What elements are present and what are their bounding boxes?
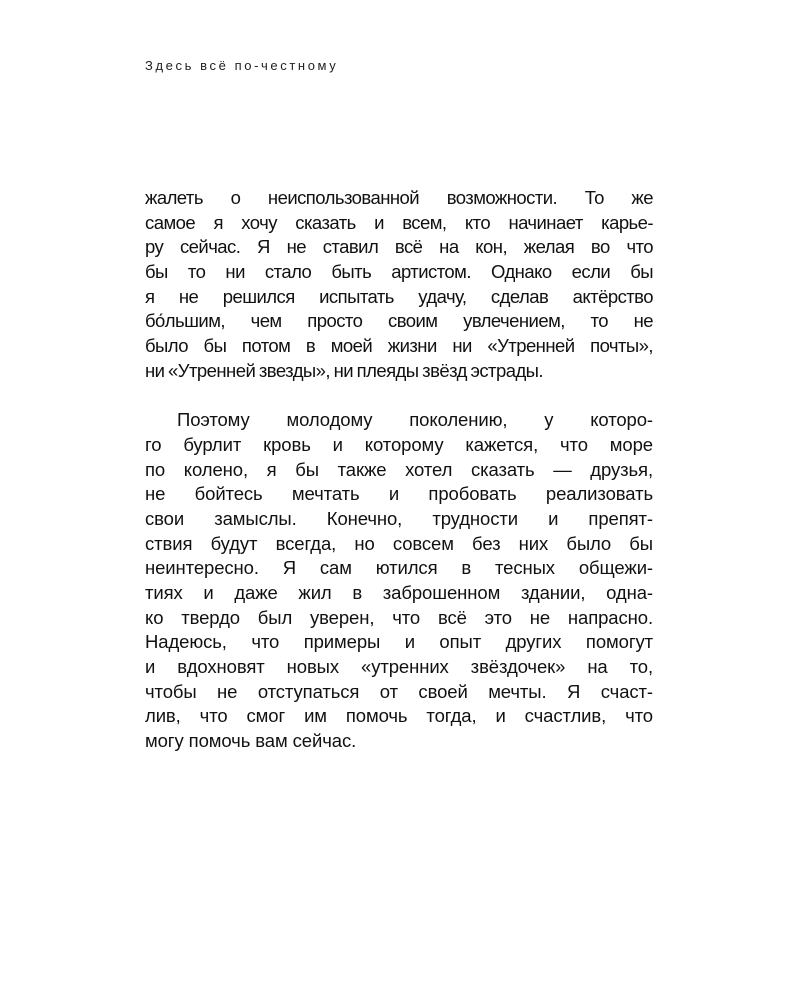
paragraph bbox=[145, 186, 653, 384]
text-line: го бурлит кровь и которому кажется, что море bbox=[145, 433, 653, 455]
text-line: неинтересно. Я сам ютился в тесных общежи- bbox=[145, 557, 653, 579]
running-header: Здесь всё по-честному bbox=[145, 58, 339, 73]
text-line: ко твердо был уверен, что всё это не напрасно. bbox=[145, 606, 653, 628]
text-line: не бойтесь мечтать и пробовать реализовать bbox=[145, 483, 653, 505]
text-line: Поэтому молодому поколению, у которо- bbox=[177, 409, 653, 431]
text-line: тиях и даже жил в заброшенном здании, одна- bbox=[145, 582, 653, 603]
text-line: чтобы не отступаться от своей мечты. Я счаст- bbox=[145, 680, 653, 702]
text-line: было бы потом в моей жизни ни «Утренней почты», bbox=[145, 335, 653, 357]
text-line: самое я хочу сказать и всем, кто начинает карье- bbox=[145, 211, 653, 233]
text-line: могу помочь вам сейчас. bbox=[145, 730, 357, 752]
paragraph bbox=[145, 408, 653, 754]
text-line: ни «Утренней звезды», ни плеяды звёзд эстрады. bbox=[145, 359, 544, 381]
text-line: ствия будут всегда, но совсем без них было бы bbox=[145, 532, 653, 554]
paragraph-spacer bbox=[145, 384, 653, 409]
text-line: и вдохновят новых «утренних звёздочек» на то, bbox=[145, 656, 653, 678]
body-text bbox=[145, 186, 653, 754]
text-line: я не решился испытать удачу, сделав актёрство bbox=[145, 285, 653, 307]
text-line: жалеть о неиспользованной возможности. То же bbox=[145, 187, 653, 208]
text-line: лив, что смог им помочь тогда, и счастлив, что bbox=[145, 705, 653, 727]
text-line: ру сейчас. Я не ставил всё на кон, желая во что bbox=[145, 236, 653, 258]
text-line: бы то ни стало быть артистом. Однако если бы bbox=[145, 261, 653, 283]
text-line: по колено, я бы также хотел сказать — друзья, bbox=[145, 458, 653, 480]
text-line: Надеюсь, что примеры и опыт других помогут bbox=[145, 631, 653, 653]
text-line: бо́льшим, чем просто своим увлечением, то не bbox=[145, 310, 653, 332]
text-line: свои замыслы. Конечно, трудности и препят- bbox=[145, 507, 653, 529]
